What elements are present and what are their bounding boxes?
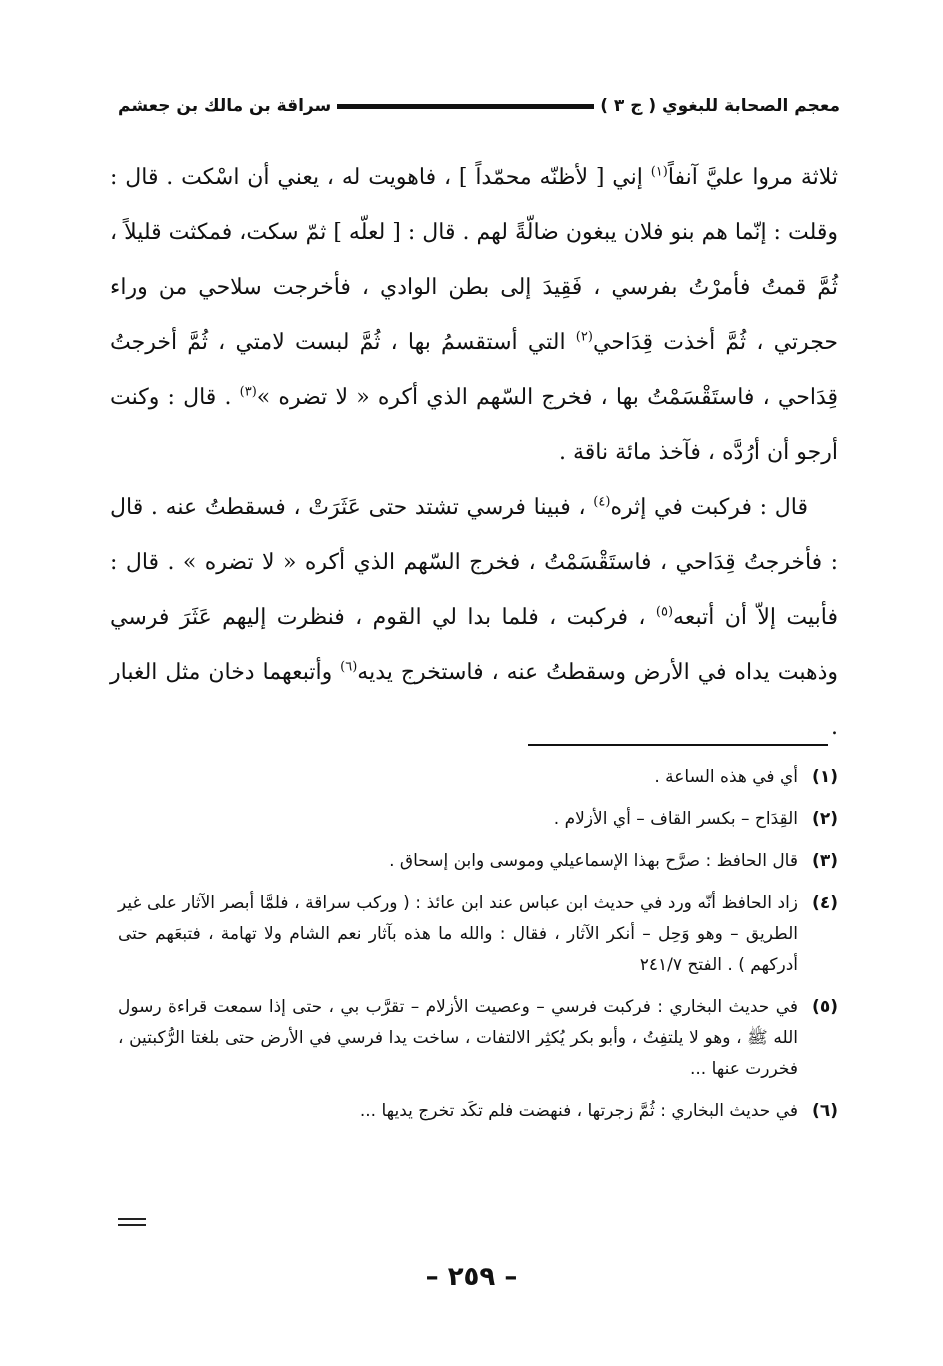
footnote-number: (٤)	[812, 893, 838, 913]
footnote-number: (٥)	[812, 997, 838, 1017]
footnote-item	[118, 1096, 838, 1127]
footnote-item	[118, 804, 838, 835]
footnote-text: القِدَاح – بكسر القاف – أي الأزلام .	[553, 809, 798, 829]
footnote-text: في حديث البخاري : فركبت فرسي – وعصيت الأزلام – تقرَّب بي ، حتى إذا سمعت قراءة رسول الله ﷺ ، وهو لا يلتفِتُ ، وأبو بكر يُكثِر الالتفات ، ساخت يدا فرسي في الأرض حتى بلغتا الرُّكبتين ، فخررت عنها ...	[118, 997, 798, 1079]
paragraph-2-part-a: قال : فركبت في إثره	[610, 495, 808, 520]
paragraph-2	[110, 480, 838, 755]
paragraph-1-part-d: . قال : وكنت أرجو أن أرُدَّه ، فآخذ مائة ناقة .	[110, 385, 838, 465]
footnote-ref-5: (٥)	[655, 604, 674, 620]
footnote-number: (٦)	[812, 1101, 838, 1121]
paragraph-1-part-b: إني [ لأظنّه محمّداً ] ، فاهويت له ، يعني أن اسْكت . قال : وقلت : إنّما هم بنو فلان يبغون ضالّةً لهم . قال : [ لعلّه ] ثمّ سكت، فمكثت قليلاً ، ثُمَّ قمتُ فأمرْتُ بفرسي ، فَقِيدَ إلى بطن الوادي ، فأخرجت سلاحي من وراء حجرتي ، ثُمَّ أخذت قِدَاحي	[110, 165, 838, 355]
footnote-ref-3: (٣)	[239, 384, 257, 400]
page-number: – ٢٥٩ –	[425, 1262, 518, 1292]
paragraph-1-part-a: ثلاثة مروا عليَّ آنفاً	[667, 165, 838, 190]
footnote-text: زاد الحافظ أنّه ورد في حديث ابن عباس عند ابن عائذ : ( وركب سراقة ، فلمَّا أبصر الآثار على غير الطريق – وهو وَحِل – أنكر الآثار ، فقال : والله ما هذه بآثار نعم الشام ولا تهامة ، فتبعَهم حتى أدركهم ) . الفتح ٢٤١/٧	[118, 893, 798, 975]
header-chapter-title: سراقة بن مالك بن جعشم	[118, 96, 332, 116]
footnote-ref-4: (٤)	[593, 494, 611, 510]
footnote-ref-1: (١)	[650, 164, 668, 180]
main-text	[110, 150, 838, 755]
footnote-item	[118, 992, 838, 1085]
footnote-ref-6: (٦)	[340, 659, 358, 675]
footnote-item	[118, 846, 838, 877]
footnote-separator	[528, 744, 828, 746]
header-rule	[337, 104, 594, 109]
footnotes	[118, 762, 838, 1138]
footnote-ref-2: (٢)	[575, 329, 593, 345]
footnote-text: في حديث البخاري : ثُمَّ زجرتها ، فنهضت فلم تكَد تخرج يديها ...	[359, 1101, 798, 1121]
paragraph-2-part-b: ، فبينا فرسي تشتد حتى عَثَرَتْ ، فسقطتُ عنه . قال : فأخرجتُ قِدَاحي ، فاستَقْسَمْتُ ، فخرج السّهم الذي أكره « لا تضره » . قال : فأبيت إلاّ أن أتبعه	[110, 495, 838, 630]
paragraph-1	[110, 150, 838, 480]
footnote-text: أي في هذه الساعة .	[654, 767, 798, 787]
decorative-mark	[118, 1218, 146, 1226]
paragraph-2-part-c: ، فركبت ، فلما بدا لي القوم ، فنظرت إليهم عَثَرَ فرسي وذهبت يداه في الأرض وسقطتُ عنه ، فاستخرج يديه	[110, 605, 838, 685]
footnote-item	[118, 762, 838, 793]
footnote-item	[118, 888, 838, 981]
paragraph-2-part-d: وأتبعهما دخان مثل الغبار .	[110, 660, 838, 740]
paragraph-1-part-c: التي أستقسمُ بها ، ثُمَّ لبست لامتي ، ثُمَّ أخرجتُ قِدَاحي ، فاستَقْسَمْتُ بها ، فخرج السّهم الذي أكره « لا تضره »	[110, 330, 839, 410]
running-header	[118, 92, 840, 120]
footnote-number: (١)	[812, 767, 838, 787]
footnote-number: (٣)	[812, 851, 838, 871]
footnote-text: قال الحافظ : صرَّح بهذا الإسماعيلي وموسى وابن إسحاق .	[389, 851, 798, 871]
header-book-title: معجم الصحابة للبغوي ( ج ٣ )	[600, 96, 840, 116]
footnote-number: (٢)	[812, 809, 838, 829]
